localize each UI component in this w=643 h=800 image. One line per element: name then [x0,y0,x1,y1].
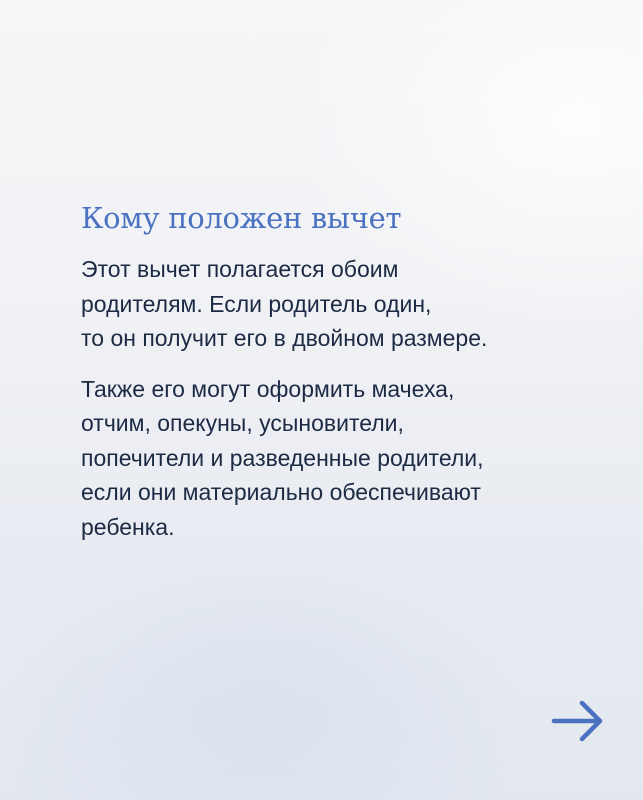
page-title: Кому положен вычет [81,201,402,235]
paragraph-2 [81,372,601,545]
paragraph-2-line: ребенка. [81,513,175,540]
paragraph-1-line: Этот вычет полагается обоим [81,256,399,282]
paragraph-2-line: попечители и разведенные родители, [81,444,484,471]
next-button[interactable] [551,699,605,743]
paragraph-2-line: если они материально обеспечивают [81,479,481,505]
paragraph-1-line: родителям. Если родитель один, [81,290,432,317]
paragraph-1 [81,252,601,356]
paragraph-2-line: Также его могут оформить мачеха, [81,375,455,402]
content-block [81,196,601,560]
arrow-right-icon [551,699,605,743]
paragraph-1-line: то он получит его в двойном размере. [81,325,488,351]
paragraph-2-line: отчим, опекуны, усыновители, [81,410,404,436]
